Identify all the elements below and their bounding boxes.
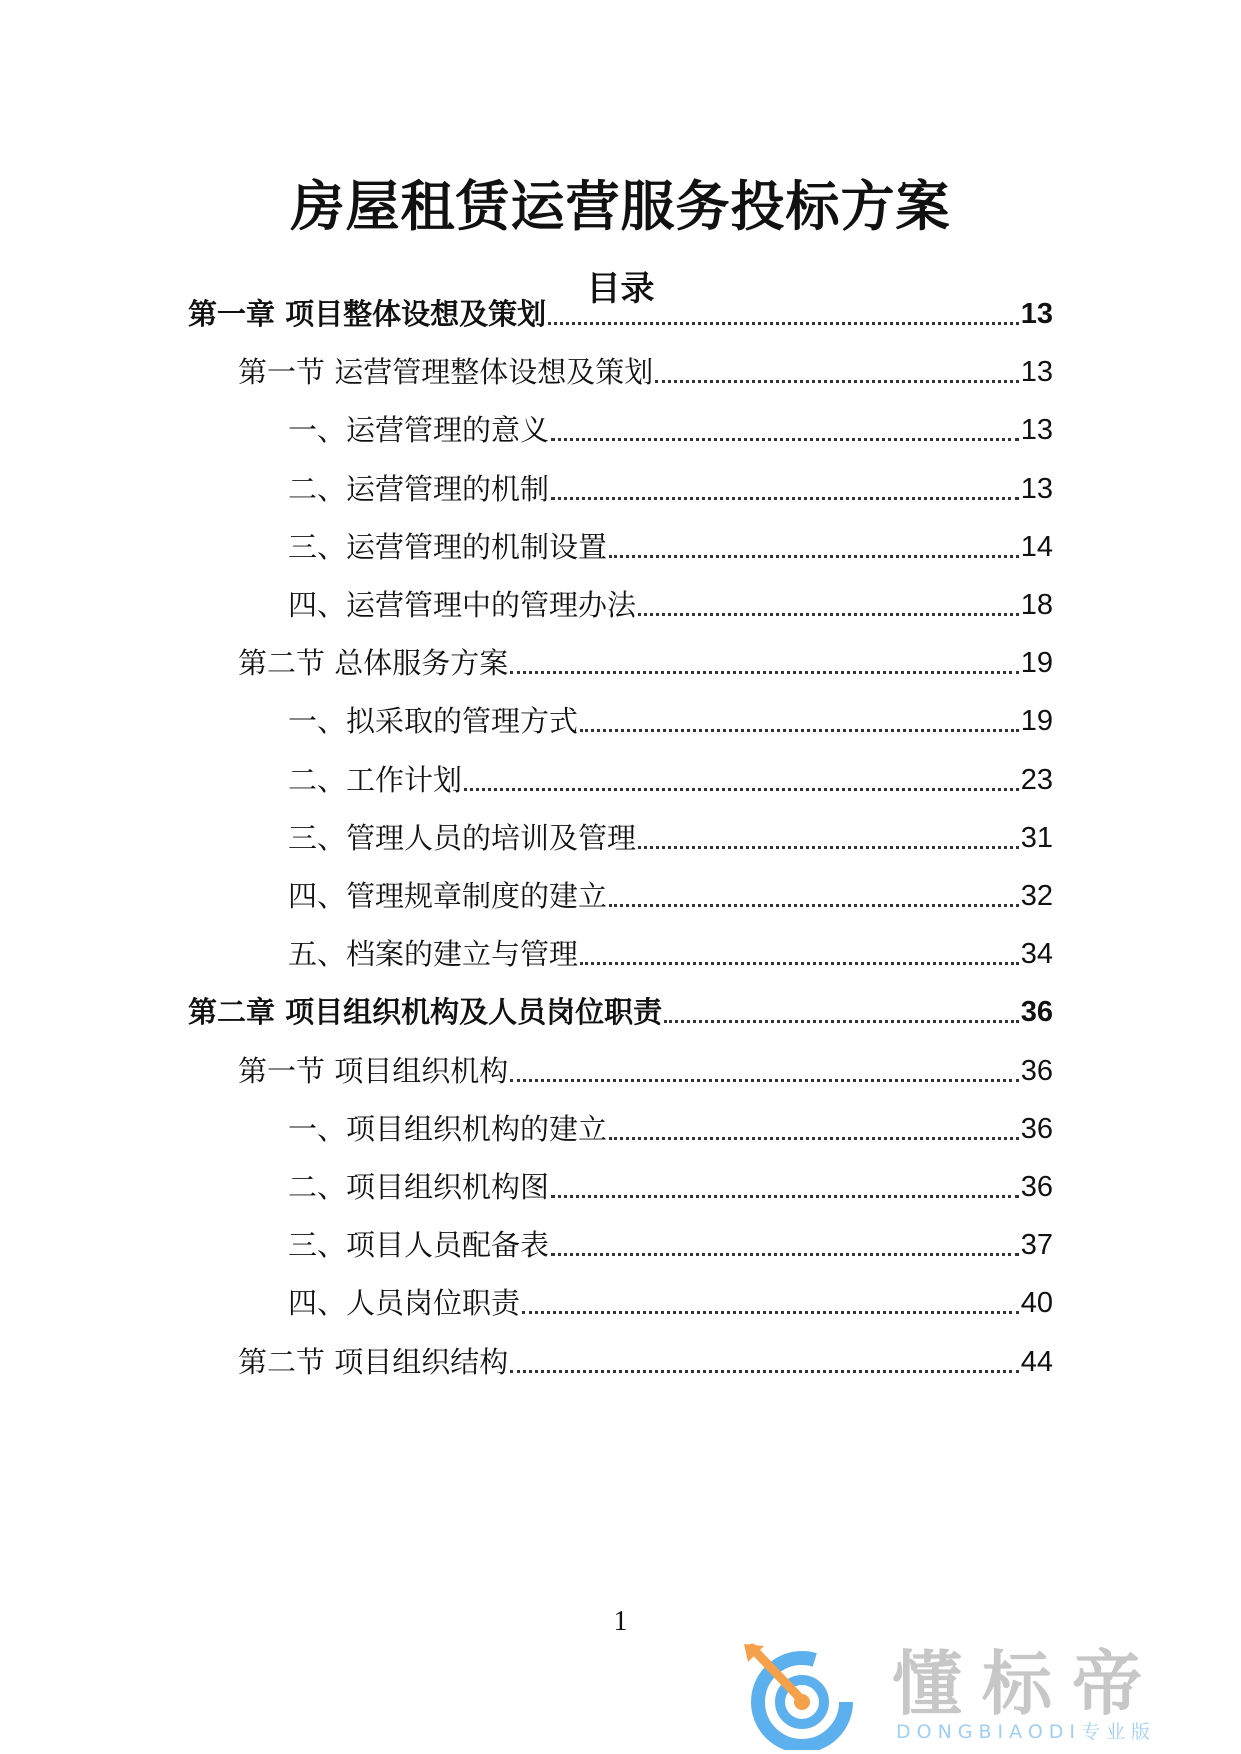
toc-entry-page-number: 13 [1020, 414, 1053, 446]
toc-entry-text: 四、运营管理中的管理办法 [288, 588, 637, 622]
toc-dot-leader [655, 380, 1019, 383]
toc-entry-text: 第二节 项目组织结构 [238, 1345, 509, 1379]
toc-entry-level-3[interactable] [288, 467, 1053, 511]
toc-entry-page-number: 19 [1020, 705, 1053, 737]
toc-entry-text: 二、工作计划 [288, 763, 463, 797]
toc-entry-text: 一、运营管理的意义 [288, 413, 550, 447]
toc-entry-level-3[interactable] [288, 1165, 1053, 1209]
toc-heading: 目录 [586, 269, 655, 309]
toc-dot-leader [580, 729, 1019, 732]
toc-dot-leader [664, 1020, 1019, 1023]
toc-entry-text: 一、拟采取的管理方式 [288, 704, 579, 738]
toc-entry-page-number: 36 [1020, 996, 1053, 1028]
toc-entry-page-number: 13 [1020, 473, 1053, 505]
toc-entry-level-3[interactable] [288, 525, 1053, 569]
toc-dot-leader [522, 1311, 1019, 1314]
toc-entry-page-number: 13 [1020, 298, 1053, 330]
toc-entry-level-3[interactable] [288, 583, 1053, 627]
toc-entry-page-number: 14 [1020, 531, 1053, 563]
toc-entry-level-3[interactable] [288, 874, 1053, 918]
toc-entry-level-3[interactable] [288, 1107, 1053, 1151]
toc-entry-text: 第一节 项目组织机构 [238, 1054, 509, 1088]
toc-dot-leader [551, 1253, 1019, 1256]
toc-entry-page-number: 19 [1020, 647, 1053, 679]
watermark-subtitle: DONGBIAODI专业版 [896, 1721, 1157, 1743]
toc-dot-leader [580, 962, 1019, 965]
toc-entry-page-number: 23 [1020, 764, 1053, 796]
toc-entry-page-number: 36 [1020, 1113, 1053, 1145]
watermark-brand-name: 懂标帝 [892, 1643, 1162, 1725]
toc-entry-level-2[interactable] [238, 641, 1053, 685]
toc-entry-level-3[interactable] [288, 699, 1053, 743]
toc-entry-text: 四、人员岗位职责 [288, 1286, 521, 1320]
toc-entry-text: 第一章 项目整体设想及策划 [188, 297, 547, 331]
toc-dot-leader [510, 671, 1019, 674]
toc-entry-level-3[interactable] [288, 408, 1053, 452]
toc-entry-level-3[interactable] [288, 758, 1053, 802]
toc-dot-leader [638, 846, 1019, 849]
toc-entry-level-2[interactable] [238, 1340, 1053, 1384]
toc-entry-text: 三、项目人员配备表 [288, 1228, 550, 1262]
toc-entry-page-number: 18 [1020, 589, 1053, 621]
toc-dot-leader [638, 613, 1019, 616]
toc-entry-text: 二、项目组织机构图 [288, 1170, 550, 1204]
watermark [740, 1640, 1230, 1750]
toc-entry-text: 第一节 运营管理整体设想及策划 [238, 355, 654, 389]
toc-dot-leader [510, 1079, 1019, 1082]
toc-dot-leader [609, 555, 1019, 558]
toc-entry-level-3[interactable] [288, 816, 1053, 860]
toc-entry-text: 第二节 总体服务方案 [238, 646, 509, 680]
toc-entry-page-number: 34 [1020, 938, 1053, 970]
toc-entry-page-number: 36 [1020, 1171, 1053, 1203]
toc-entry-text: 第二章 项目组织机构及人员岗位职责 [188, 995, 663, 1029]
toc-dot-leader [609, 904, 1019, 907]
toc-dot-leader [609, 1137, 1019, 1140]
target-arrow-icon [740, 1640, 860, 1750]
toc-entry-level-1[interactable] [188, 292, 1053, 336]
toc-entry-level-1[interactable] [188, 990, 1053, 1034]
toc-dot-leader [510, 1370, 1019, 1373]
toc-entry-page-number: 44 [1020, 1346, 1053, 1378]
toc-entry-level-2[interactable] [238, 1049, 1053, 1093]
page-number: 1 [613, 1606, 628, 1637]
toc-entry-level-2[interactable] [238, 350, 1053, 394]
toc-entry-level-3[interactable] [288, 1223, 1053, 1267]
toc-entry-page-number: 36 [1020, 1055, 1053, 1087]
toc-entry-page-number: 40 [1020, 1287, 1053, 1319]
toc-entry-page-number: 37 [1020, 1229, 1053, 1261]
toc-dot-leader [551, 1195, 1019, 1198]
toc-entry-page-number: 32 [1020, 880, 1053, 912]
toc-entry-text: 五、档案的建立与管理 [288, 937, 579, 971]
toc-dot-leader [551, 497, 1019, 500]
toc-entry-level-3[interactable] [288, 1281, 1053, 1325]
toc-dot-leader [551, 438, 1019, 441]
toc-entry-page-number: 31 [1020, 822, 1053, 854]
toc-entry-text: 二、运营管理的机制 [288, 472, 550, 506]
document-title: 房屋租赁运营服务投标方案 [290, 175, 951, 238]
toc-entry-text: 三、管理人员的培训及管理 [288, 821, 637, 855]
toc-dot-leader [548, 322, 1019, 325]
toc-entry-text: 一、项目组织机构的建立 [288, 1112, 608, 1146]
toc-entry-level-3[interactable] [288, 932, 1053, 976]
toc-entry-page-number: 13 [1020, 356, 1053, 388]
toc-dot-leader [464, 788, 1019, 791]
toc-entry-text: 四、管理规章制度的建立 [288, 879, 608, 913]
toc-entry-text: 三、运营管理的机制设置 [288, 530, 608, 564]
